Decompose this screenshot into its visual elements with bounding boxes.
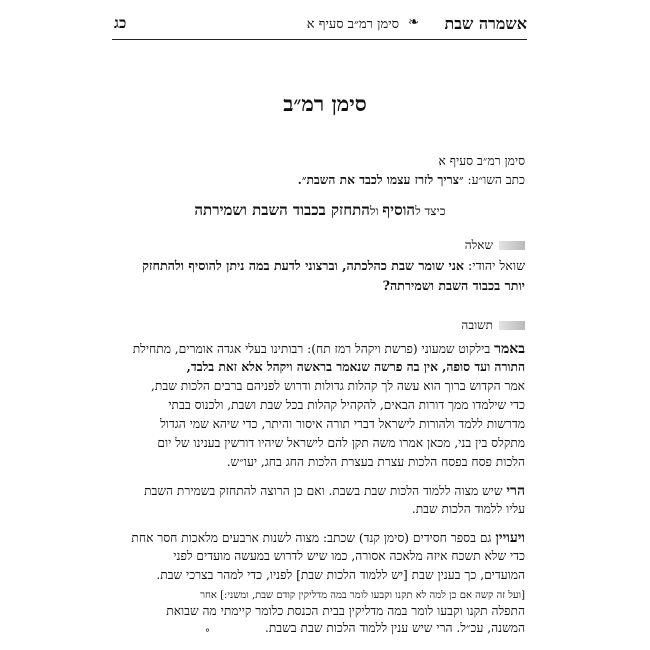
intro-line-2 xyxy=(125,174,525,186)
answer-p1-line-3: אמר הקדוש ברוך הוא עשה לך קהלות גדולות ודרוש לפניהם ברבים הלכות שבת, xyxy=(151,379,525,393)
answer-p3-line-5: התפלה תקנו וקבעו לומר במה מדליקין בבית הכנסת כלומר קיימתי מה שבואת xyxy=(166,604,525,618)
answer-p3-line-3: המועדים, כך בענין שבת [יש ללמוד הלכות שבת] לפניו, כדי למהר בצרכי שבת. xyxy=(156,568,525,582)
paragraph-lead: ויעויין xyxy=(495,530,525,546)
question-block xyxy=(125,260,525,299)
answer-p1-line-4: כדי שילמדו ממך דורות הבאים, להקהיל קהלות בכל שבת ושבת, ולכנוס בבתי xyxy=(168,398,525,412)
question-label-text: שאלה xyxy=(464,238,493,252)
answer-p1-line-6: מתקלס בין בני, מכאן אמרו משה תקן להם לישראל שיהיו דורשין בענינו של יום xyxy=(157,436,525,450)
question-line-2 xyxy=(125,277,525,293)
question-line-1 xyxy=(125,260,525,273)
paragraph-lead: באמר xyxy=(494,341,525,357)
intro-prefix: כתב השו״ע: xyxy=(467,173,525,187)
intro-quote: ״צריך לזרז עצמו לכבד את השבת״. xyxy=(297,173,464,187)
label-bar-icon xyxy=(499,241,525,250)
subtopic-word-1: הוסיף xyxy=(382,201,416,219)
answer-p1-line-5: מדרשות ללמד ולהורות לישראל דברי תורה איסור והיתר, כדי שיהא שמי הגדול xyxy=(160,417,525,431)
answer-p3-line-6: המשנה, עכ״ל. הרי שיש ענין ללמוד הלכות שבת בשבת. xyxy=(264,621,525,635)
answer-p3-line-2: כדי שלא תשכח איזה מלאכה אסורה, כמו שיש לדרוש במעשה מועדים לפני xyxy=(173,549,525,563)
answer-p1-line-1: באמר בילקוט שמעוני (פרשת ויקהל רמז תח): רבותינו בעלי אגדה אומרים, מתחילת xyxy=(132,341,525,357)
siman-title: סימן רמ״ב xyxy=(283,91,367,116)
section-reference: סימן רמ״ב סעיף א xyxy=(306,17,399,32)
question-bold-1: אני שומר שבת כהלכתה, וברצוני לדעת במה ניתן להוסיף ולהתחזק xyxy=(142,258,465,273)
bottom-mark: ° xyxy=(205,628,210,639)
question-bold-2: יותר בכבוד השבת ושמירתה? xyxy=(382,277,525,293)
header-rule xyxy=(112,39,527,40)
answer-p3-line-1: ויעויין גם בספר חסידים (סימן קנד) שכתב: מצוה לשנות ארבעים מלאכות חסר אחת xyxy=(131,530,525,546)
subtopic-heading xyxy=(125,201,515,220)
running-title: אשמרה שבת xyxy=(444,14,527,33)
ornament-icon: ❧ xyxy=(408,15,419,30)
subtopic-rest: התחזק בכבוד השבת ושמירתה xyxy=(194,201,370,219)
question-label xyxy=(465,238,525,253)
page-number: כג xyxy=(114,14,127,32)
answer-p1-line-2: התורה ועד סופה, אין בה פרשה שנאמר בראשה ויקהל אלא זאת בלבד, xyxy=(186,360,525,374)
answer-p1-line-7: הלכות פסח בפסח הלכות עצרת בעצרת הלכות החג בחג, יעו״ש. xyxy=(226,455,525,469)
answer-p3-line-4: [ועל זה קשה אם כן למה לא תקנו וקבעו לומר במה מדליקין קודם שבת, ומשני:] אחר xyxy=(200,590,525,601)
paragraph-lead: הרי xyxy=(506,483,525,499)
intro-line-1: סימן רמ״ב סעיף א xyxy=(438,154,525,168)
label-bar-icon xyxy=(499,321,525,330)
answer-label xyxy=(461,318,525,333)
answer-p2-line-1: הרי שיש מצוה ללמוד הלכות שבת בשבת. ואם כן הרוצה להתחזק בשמירת השבת xyxy=(144,483,525,499)
question-prefix: שואל יהודי: xyxy=(468,258,525,273)
subtopic-small-1: כיצד ל xyxy=(415,204,446,218)
answer-p2-line-2: עליו ללמוד הלכות שבת. xyxy=(411,502,525,516)
answer-label-text: תשובה xyxy=(461,318,493,332)
subtopic-small-2: ול xyxy=(369,204,383,218)
page-header xyxy=(112,12,527,38)
